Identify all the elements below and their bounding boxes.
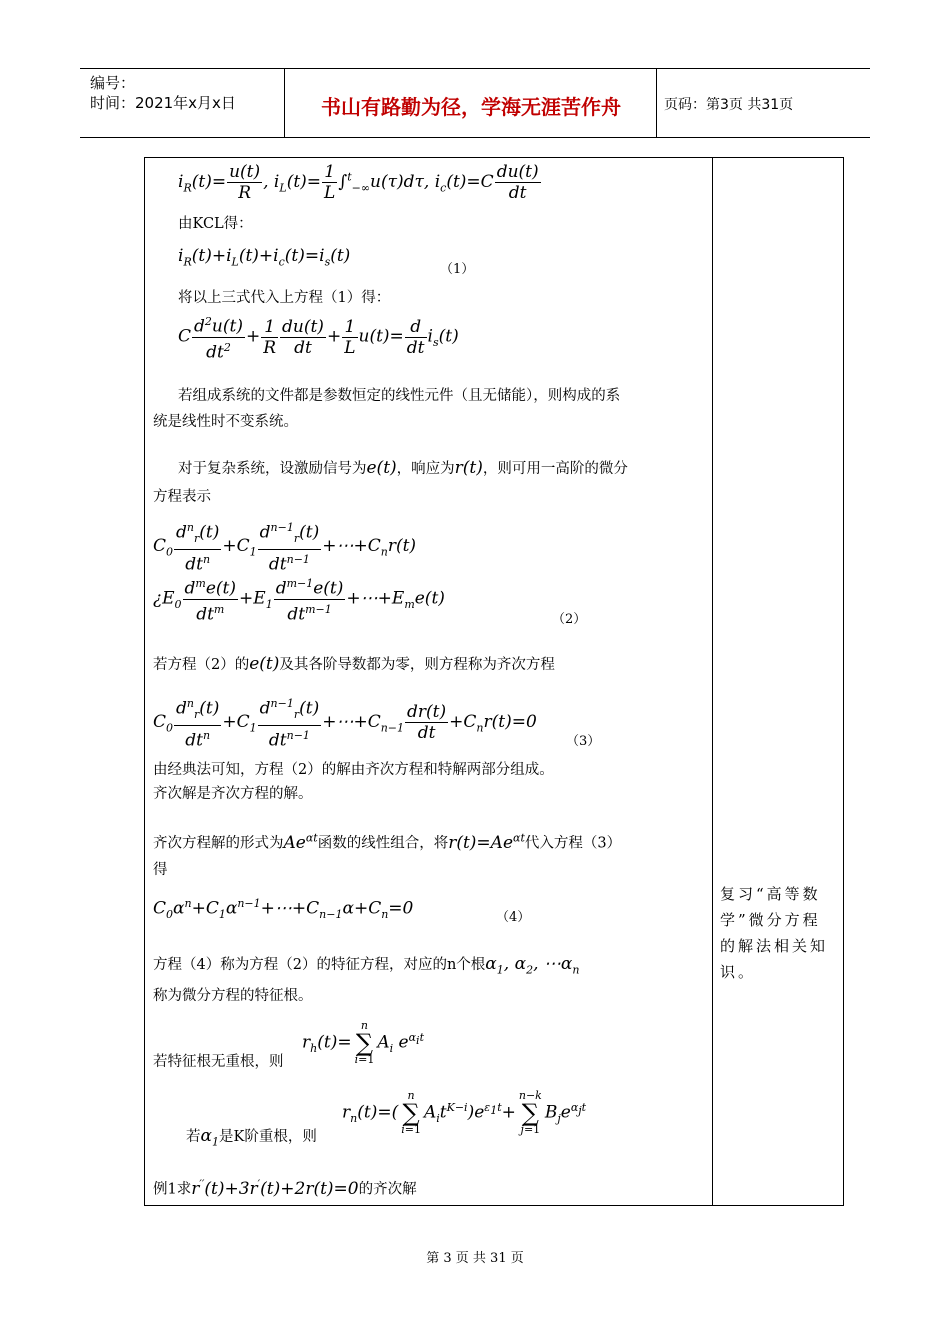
- side-note: 复习“高等数学”微分方程的解法相关知识。: [720, 885, 829, 981]
- code-label: 编号：: [90, 74, 136, 92]
- text-repeat: 若$\alpha_1$是K阶重根，则: [186, 1126, 317, 1149]
- date-label: 时间：2021年x月x日: [90, 94, 236, 112]
- text-complex-1: 对于复杂系统，设激励信号为: [178, 461, 367, 477]
- text-example-2: 的齐次解: [358, 1181, 417, 1198]
- text-homogeneous: 若方程（2）的e(t)及其各阶导数都为零，则方程称为齐次方程: [153, 654, 555, 674]
- equation-general-lhs: $C_0$ $\frac{d^n_r(t)}{dt^n}$ $+C_1$ $\frac{d^{n-1}_r(t)}{dt^{n-1}}$ $+\cdots+C_nr(t)$: [153, 518, 416, 575]
- text-repeat-2: 是K阶重根，则: [218, 1129, 317, 1145]
- text-complex-3: ，则可用一高阶的微分: [482, 461, 628, 477]
- text-characteristic: 方程（4）称为方程（2）的特征方程，对应的n个根$\alpha_1$, $\alpha_2$, $\cdots\alpha_n$: [153, 954, 580, 977]
- equation-homogeneous: $C_0$ $\frac{d^n_r(t)}{dt^n}$ $+C_1$ $\frac{d^{n-1}_r(t)}{dt^{n-1}}$ $+\cdots+C_{n-1}$ $\frac{dr(t)}{dt}$ $+C_nr(t)=0$: [153, 694, 537, 751]
- equation-rlc-ode: C $\frac{d^2u(t)}{dt^2}$ + $\frac{1}{R}$ $\frac{du(t)}{dt}$ + $\frac{1}{L}$ u(t)= $\frac{d}{dt}$ $i_s(t)$: [178, 312, 459, 362]
- text-linear-2: 统是线性时不变系统。: [153, 414, 298, 430]
- page-footer: 第 3 页 共 31 页: [426, 1251, 524, 1266]
- text-solution-form: 齐次方程解的形式为$Ae^{\alpha t}$函数的线性组合，将$r(t)=Ae^{\alpha t}$代入方程（3）: [153, 831, 622, 853]
- page-header: [80, 68, 870, 138]
- equation-general-rhs: ¿$E_0$ $\frac{d^me(t)}{dt^m}$ $+E_1$ $\frac{d^{m-1}e(t)}{dt^{m-1}}$ $+\cdots+E_me(t)$: [153, 574, 445, 624]
- text-form-1: 齐次方程解的形式为: [153, 835, 284, 852]
- header-left: [90, 73, 236, 113]
- header-slogan: 书山有路勤为径，学海无涯苦作舟: [321, 95, 621, 119]
- column-divider: [712, 158, 713, 1205]
- text-char-1: 方程（4）称为方程（2）的特征方程，对应的n个根: [153, 957, 486, 973]
- header-page-info: 页码：第3页 共31页: [664, 97, 794, 113]
- text-classic: 由经典法可知，方程（2）的解由齐次方程和特解两部分组成。: [153, 762, 554, 778]
- text-char-2: 称为微分方程的特征根。: [153, 988, 313, 1004]
- text-complex-4: 方程表示: [153, 489, 211, 505]
- equation-branch-currents: $i_R(t)=$ $\frac{u(t)}{R}$ , $i_L(t)=$ $\frac{1}{L}$ ∫$^t_{-\infty}$u(τ)dτ, $i_c(t)=C$ $\frac{du(t)}{dt}$: [178, 162, 539, 203]
- text-form-3: 代入方程（3）: [524, 835, 622, 852]
- equation-kcl: $i_R(t)+i_L(t)+i_c(t)=i_s(t)$: [178, 246, 351, 269]
- text-homog-1: 若方程（2）的: [153, 657, 250, 673]
- text-complex-2: ，响应为: [396, 461, 455, 477]
- text-homog-solution: 齐次解是齐次方程的解。: [153, 786, 313, 802]
- equation-number-2: （2）: [552, 612, 587, 627]
- text-form-4: 得: [153, 862, 168, 878]
- text-homog-2: 及其各阶导数都为零，则方程称为齐次方程: [279, 657, 555, 673]
- text-form-2: 函数的线性组合，将: [317, 835, 449, 852]
- text-no-repeat: 若特征根无重根，则: [153, 1054, 284, 1070]
- equation-characteristic: $C_0\alpha^n+C_1\alpha^{n-1}+\cdots+C_{n-1}\alpha+C_n=0$: [153, 897, 414, 922]
- text-repeat-1: 若: [186, 1129, 201, 1145]
- text-example-1: 例1求: [153, 1181, 192, 1198]
- equation-number-3: （3）: [566, 734, 601, 749]
- text-example: 例1求r′′(t)+3r′(t)+2r(t)=0的齐次解: [153, 1177, 417, 1199]
- equation-repeat-roots: $r_n(t)=$( n ∑ i=1 $A_it^{K-i})e^{\varepsilon_1t}+$ n−k ∑ j=1 $B_je^{\alpha_jt}$: [342, 1089, 587, 1136]
- text-complex-system: 对于复杂系统，设激励信号为e(t)，响应为r(t)，则可用一高阶的微分: [178, 458, 628, 478]
- header-divider: [656, 69, 657, 137]
- text-kcl: 由KCL得：: [178, 216, 253, 232]
- equation-number-4: （4）: [496, 910, 531, 925]
- equation-number-1: （1）: [440, 262, 475, 277]
- text-substitute: 将以上三式代入上方程（1）得：: [178, 290, 391, 306]
- equation-no-repeat-roots: $r_h(t)=$ n ∑ i=1 $A_i$ $e^{\alpha_it}$: [302, 1019, 424, 1066]
- text-linear-1: 若组成系统的文件都是参数恒定的线性元件（且无储能），则构成的系: [178, 388, 621, 404]
